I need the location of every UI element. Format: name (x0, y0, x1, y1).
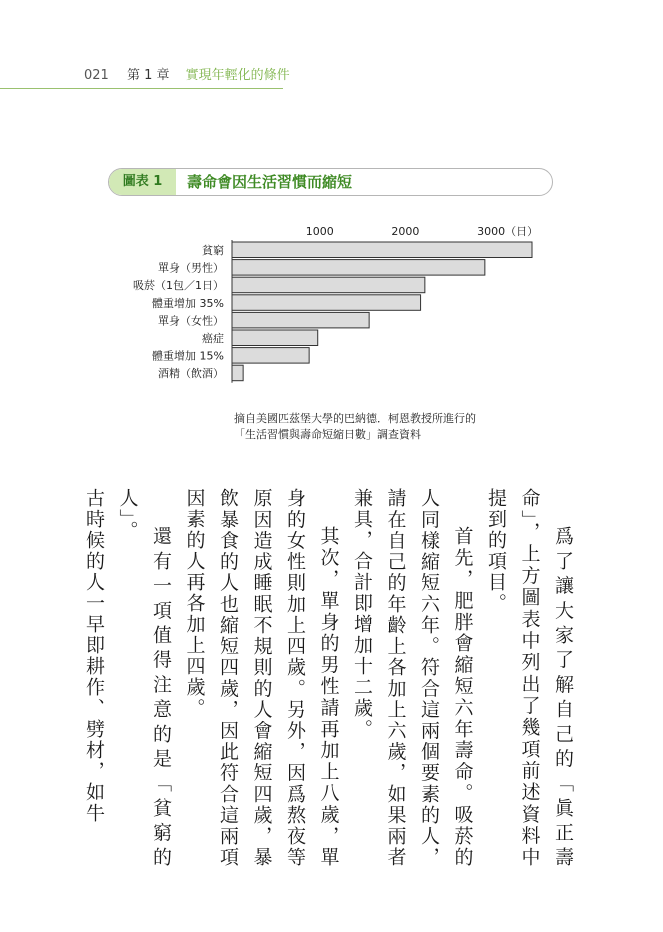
figure-header (108, 168, 553, 196)
figure-label: 圖表 1 (109, 169, 176, 195)
paragraph: 還有一項值得注意的是「貧窮的人」。 (116, 488, 172, 868)
lifespan-bar-chart (120, 218, 550, 388)
tick-label: 1000 (305, 225, 334, 238)
chapter-number: 第 1 章 (126, 68, 170, 83)
paragraph: 其次，單身的男性請再加上八歲，單身的女性則加上四歲。另外，因爲熬夜等原因造成睡眠不規則的人會縮短四歲，暴飲暴食的人也縮短四歲，因此符合這兩項因素的人再各加上四歲。 (183, 488, 340, 868)
header-rule (0, 88, 283, 89)
category-label: 吸菸（1包／1日） (133, 279, 224, 293)
category-label: 單身（男性） (158, 261, 224, 275)
tick-label: 3000（日） (477, 225, 539, 238)
running-head (84, 64, 290, 83)
tick-label: 2000 (391, 225, 420, 238)
bar (232, 348, 309, 364)
page-number: 021 (84, 68, 109, 83)
bar (232, 330, 318, 346)
bar (232, 277, 425, 293)
source-line-2: 「生活習慣與壽命短縮日數」調查資料 (234, 428, 421, 441)
paragraph: 首先，肥胖會縮短六年壽命。吸菸的人同樣縮短六年。符合這兩個要素的人，請在自己的年齡上各加上六歲，如果兩者兼具，合計即增加十二歲。 (351, 488, 474, 868)
bar (232, 365, 243, 381)
paragraph: 古時候的人一早即耕作、劈材，如牛 (83, 488, 105, 824)
chapter-title: 實現年輕化的條件 (185, 68, 290, 83)
bar (232, 260, 485, 276)
body-text (77, 488, 580, 868)
category-label: 單身（女性） (158, 314, 224, 328)
chart-source-note (234, 411, 476, 443)
source-line-1: 摘自美國匹茲堡大學的巴納德．柯恩教授所進行的 (234, 412, 476, 425)
category-label: 貧窮 (202, 244, 224, 257)
bar (232, 242, 532, 258)
category-label: 體重增加 15% (152, 349, 224, 363)
category-label: 體重增加 35% (152, 296, 224, 310)
category-label: 癌症 (202, 332, 224, 345)
bar (232, 295, 421, 311)
bar (232, 312, 369, 328)
category-label: 酒精（飲酒） (158, 367, 224, 381)
figure-title: 壽命會因生活習慣而縮短 (187, 173, 353, 191)
paragraph: 爲了讓大家了解自己的「眞正壽命」，上方圖表中列出了幾項前述資料中提到的項目。 (485, 488, 574, 868)
